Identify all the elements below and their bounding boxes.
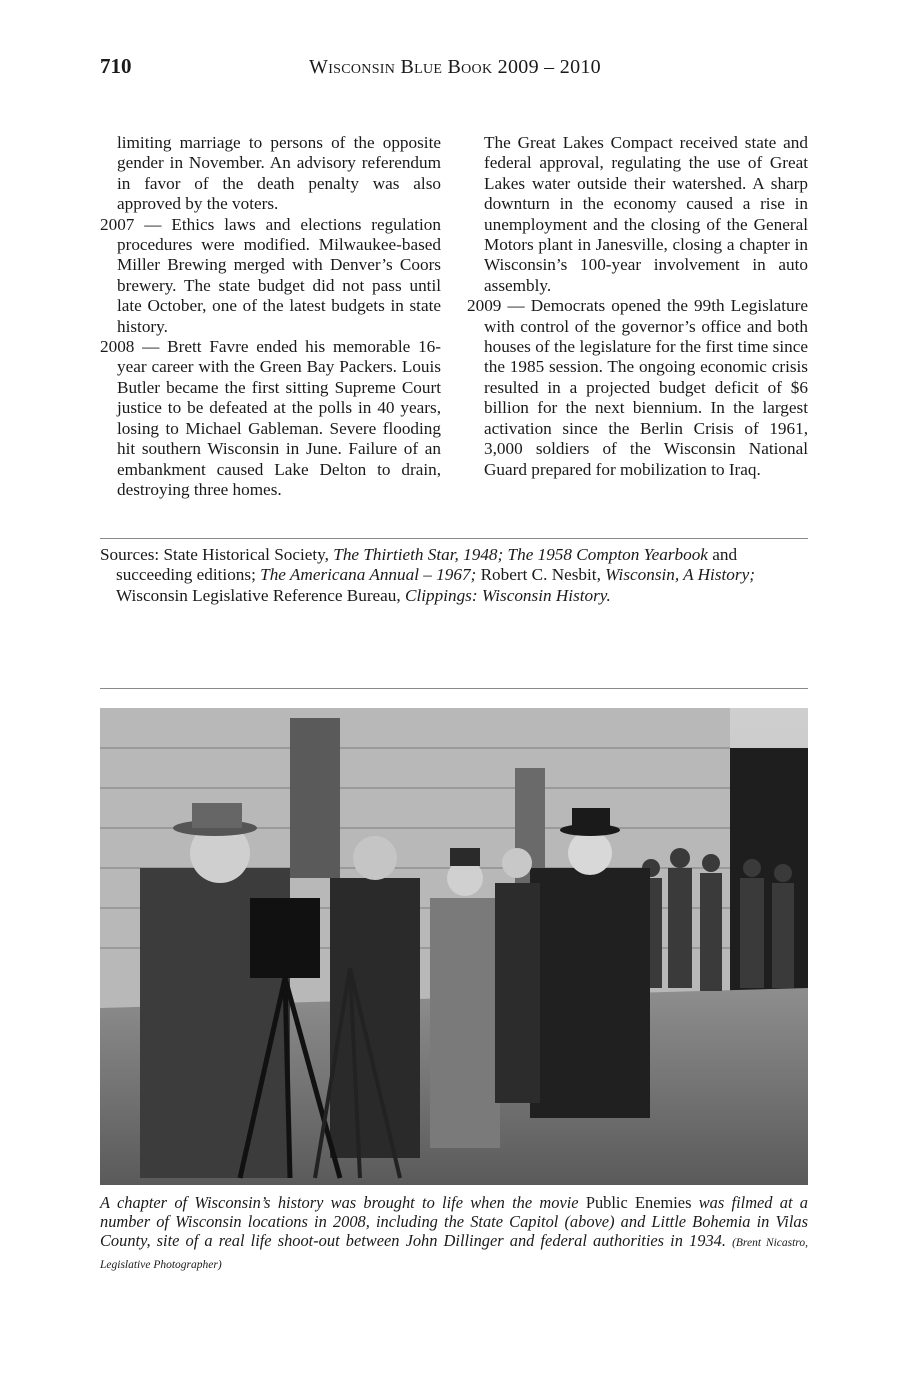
sources-text: and succeeding editions; xyxy=(116,545,738,585)
sources-text: Wisconsin Legislative Reference Bureau, xyxy=(116,585,405,605)
left-column xyxy=(100,133,441,500)
page-number: 710 xyxy=(100,54,132,78)
photo-credit: (Brent Nicastro, Legislative Photographer) xyxy=(100,1237,808,1271)
source-title: Clippings: Wisconsin History. xyxy=(405,585,611,605)
year-entry-2008: 2008 — Brett Favre ended his memorable 16-year career with the Green Bay Packers. Louis Butler became the first sitting Supreme Court justice to be defeated at the polls in 40 years, losing to Michael Gableman. Severe flooding hit southern Wisconsin in June. Failure of an embankment caused Lake Delton to drain, destroying three homes. xyxy=(100,337,441,499)
caption-text: was filmed at a number of Wisconsin locations in 2008, including the State Capitol (above) and Little Bohemia in Vilas County, site of a real life shoot-out between John Dillinger and federal authorities in 1934. xyxy=(100,1193,808,1250)
source-title: The Thirtieth Star, 1948; The 1958 Compton Yearbook xyxy=(333,545,708,564)
continued-paragraph: limiting marriage to persons of the opposite gender in November. An advisory referendum in favor of the death penalty was also approved by the voters. xyxy=(117,133,441,214)
page-header xyxy=(100,52,810,88)
historical-photo xyxy=(100,708,808,1185)
year-entry-2007: 2007 — Ethics laws and elections regulation procedures were modified. Milwaukee-based Miller Brewing merged with Denver’s Coors brewery. The state budget did not pass until late October, one of the latest budgets in state history. xyxy=(100,214,441,336)
continued-paragraph: The Great Lakes Compact received state and federal approval, regulating the use of Great Lakes water outside their watershed. A sharp downturn in the economy caused a rise in unemployment and the closing of the General Motors plant in Janesville, closing a chapter in Wisconsin’s 100-year involvement in auto assembly. xyxy=(484,133,808,295)
divider-line xyxy=(100,688,808,689)
sources-note xyxy=(100,545,808,606)
year-entry-2009: 2009 — Democrats opened the 99th Legislature with control of the governor’s office and both houses of the legislature for the first time since the 1985 session. The ongoing economic crisis resulted in a projected budget deficit of $6 billion for the next biennium. In the largest activation since the Berlin Crisis of 1961, 3,000 soldiers of the Wisconsin National Guard prepared for mobilization to Iraq. xyxy=(467,296,808,479)
sources-text: Robert C. Nesbit, xyxy=(476,565,606,585)
right-column xyxy=(467,133,808,480)
sources-lead: Sources: State Historical Society, xyxy=(100,545,334,564)
film-title: Public Enemies xyxy=(585,1193,692,1212)
source-title: Wisconsin, A History; xyxy=(605,565,755,585)
photo-caption xyxy=(100,1193,808,1275)
caption-text: A chapter of Wisconsin’s history was brought to life when the movie xyxy=(100,1193,586,1212)
divider-line xyxy=(100,538,808,539)
source-title: The Americana Annual – 1967; xyxy=(260,565,477,585)
running-title: Wisconsin Blue Book 2009 – 2010 xyxy=(309,56,601,78)
